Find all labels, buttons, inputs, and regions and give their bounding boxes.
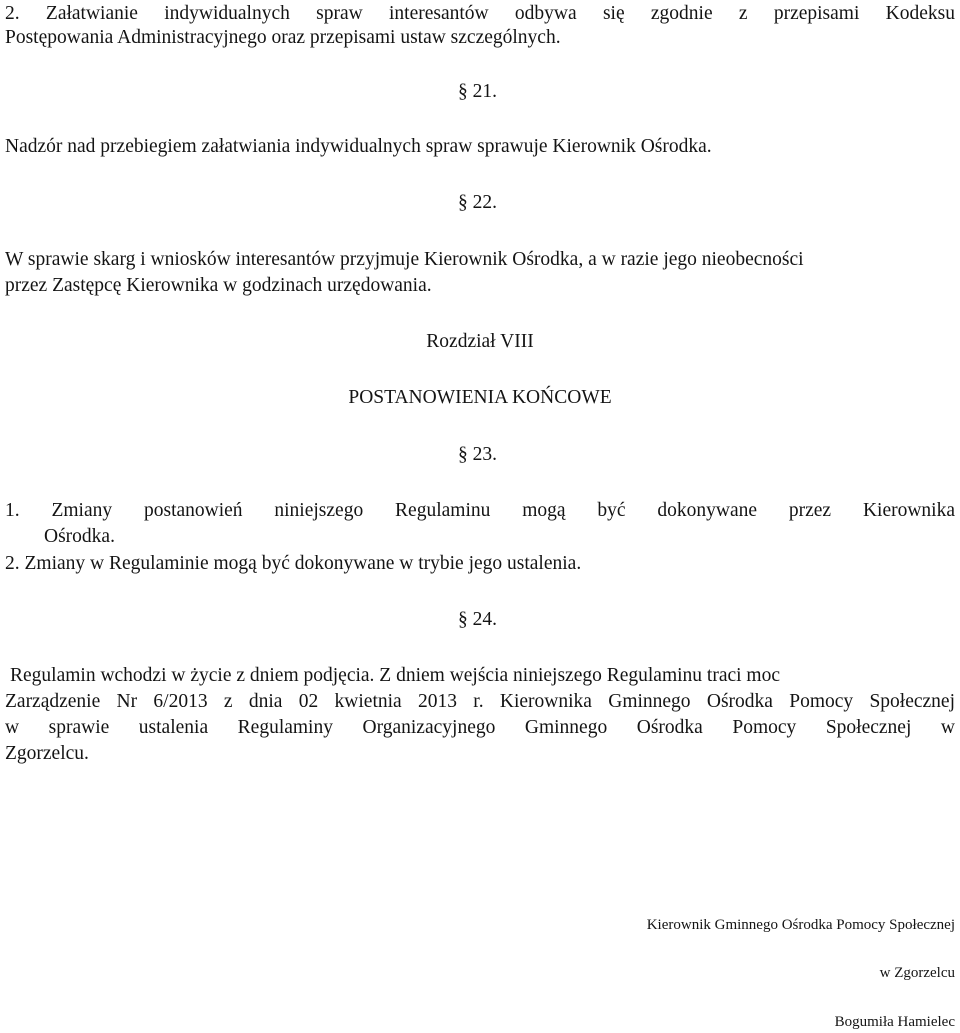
signature-place: w Zgorzelcu — [879, 965, 955, 981]
signature-title: Kierownik Gminnego Ośrodka Pomocy Społecznej — [646, 917, 955, 933]
paragraph-line: Zgorzelcu. — [5, 743, 89, 764]
paragraph-line: 2. Zmiany w Regulaminie mogą być dokonywane w trybie jego ustalenia. — [5, 553, 582, 574]
chapter-heading: Rozdział VIII — [426, 331, 534, 352]
paragraph-line: w sprawie ustalenia Regulaminy Organizacyjnego Gminnego Ośrodka Pomocy Społecznej w — [5, 717, 955, 738]
signature-name: Bogumiła Hamielec — [834, 1014, 955, 1030]
paragraph-line: 1. Zmiany postanowień niniejszego Regulaminu mogą być dokonywane przez Kierownika — [5, 500, 955, 521]
paragraph-line: Postępowania Administracyjnego oraz przepisami ustaw szczególnych. — [5, 27, 561, 48]
paragraph-line: W sprawie skarg i wniosków interesantów przyjmuje Kierownik Ośrodka, a w razie jego nieobecności — [5, 249, 804, 270]
paragraph-line: Zarządzenie Nr 6/2013 z dnia 02 kwietnia 2013 r. Kierownika Gminnego Ośrodka Pomocy Społecznej — [5, 691, 955, 712]
section-heading-22: § 22. — [458, 192, 497, 213]
chapter-title: POSTANOWIENIA KOŃCOWE — [348, 387, 612, 408]
section-heading-21: § 21. — [458, 81, 497, 102]
paragraph-line: Ośrodka. — [44, 526, 115, 547]
paragraph-line: przez Zastępcę Kierownika w godzinach urzędowania. — [5, 275, 432, 296]
paragraph-line: Regulamin wchodzi w życie z dniem podjęcia. Z dniem wejścia niniejszego Regulaminu traci moc — [10, 665, 781, 686]
paragraph-line: 2. Załatwianie indywidualnych spraw interesantów odbywa się zgodnie z przepisami Kodeksu — [5, 3, 955, 24]
section-heading-23: § 23. — [458, 444, 497, 465]
paragraph-line: Nadzór nad przebiegiem załatwiania indywidualnych spraw sprawuje Kierownik Ośrodka. — [5, 136, 712, 157]
section-heading-24: § 24. — [458, 609, 497, 630]
